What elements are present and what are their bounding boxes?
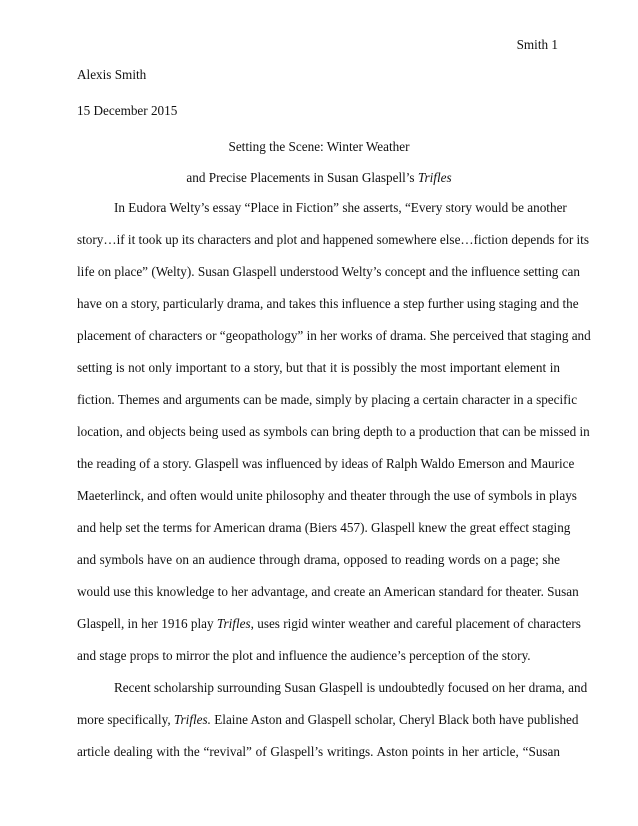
date-line: 15 December 2015 <box>77 103 178 118</box>
title-italic-work: Trifles <box>417 170 452 185</box>
body-line <box>77 616 581 632</box>
body-line: life on place” (Welty). Susan Glaspell understood Welty’s concept and the influence setting can <box>77 264 580 279</box>
title-line-2 <box>0 170 638 186</box>
body-line: fiction. Themes and arguments can be made, simply by placing a certain character in a specific <box>77 392 578 407</box>
body-line: article dealing with the “revival” of Glaspell’s writings. Aston points in her article, “Susan <box>77 744 560 759</box>
body-line <box>77 712 579 728</box>
body-text: Elaine Aston and Glaspell scholar, Cheryl Black both have published <box>210 712 579 727</box>
body-line: Maeterlinck, and often would unite philosophy and theater through the use of symbols in plays <box>77 488 577 503</box>
body-text: , uses rigid winter weather and careful placement of characters <box>250 616 581 631</box>
body-line: story…if it took up its characters and plot and happened somewhere else…fiction depends for its <box>77 232 589 247</box>
body-line: and symbols have on an audience through drama, opposed to reading words on a page; she <box>77 552 560 567</box>
body-line: would use this knowledge to her advantage, and create an American standard for theater. Susan <box>77 584 579 599</box>
running-header: Smith 1 <box>516 37 558 52</box>
body-text: more specifically, <box>77 712 174 727</box>
body-line: placement of characters or “geopathology” in her works of drama. She perceived that staging and <box>77 328 591 343</box>
body-line: and stage props to mirror the plot and influence the audience’s perception of the story. <box>77 648 531 663</box>
body-text: Glaspell, in her 1916 play <box>77 616 217 631</box>
body-line: have on a story, particularly drama, and takes this influence a step further using staging and the <box>77 296 579 311</box>
body-line: setting is not only important to a story, but that it is possibly the most important element in <box>77 360 560 375</box>
italic-work-title: Trifles <box>216 616 251 631</box>
italic-work-title: Trifles. <box>173 712 211 727</box>
author-name: Alexis Smith <box>77 67 147 82</box>
body-line: the reading of a story. Glaspell was influenced by ideas of Ralph Waldo Emerson and Maurice <box>77 456 575 471</box>
title-line-1: Setting the Scene: Winter Weather <box>228 139 410 154</box>
body-line: In Eudora Welty’s essay “Place in Fiction” she asserts, “Every story would be another <box>114 200 567 215</box>
title-text: and Precise Placements in Susan Glaspell’s <box>186 170 418 185</box>
body-line: location, and objects being used as symbols can bring depth to a production that can be missed in <box>77 424 590 439</box>
body-line: and help set the terms for American drama (Biers 457). Glaspell knew the great effect staging <box>77 520 571 535</box>
body-line: Recent scholarship surrounding Susan Glaspell is undoubtedly focused on her drama, and <box>114 680 588 695</box>
